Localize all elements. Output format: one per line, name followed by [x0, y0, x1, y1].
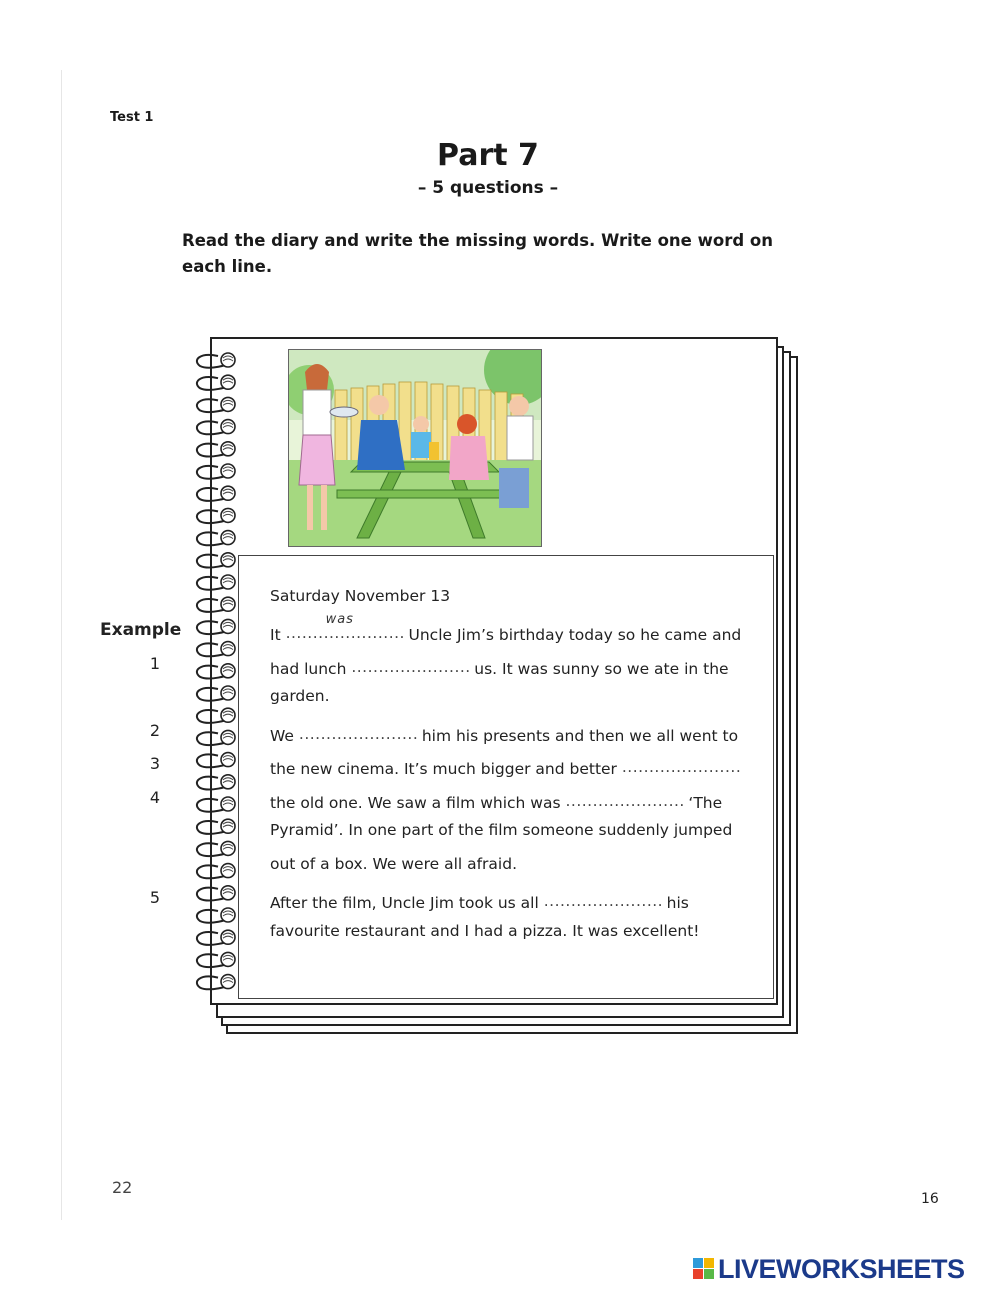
spiral-ring-icon: [197, 531, 235, 546]
answer-gap-q1[interactable]: [351, 654, 469, 674]
diary-line: [270, 754, 740, 778]
diary-line: [270, 922, 700, 940]
diary-text: Uncle Jim’s birthday today so he came and: [403, 626, 742, 644]
diary-line: [270, 612, 742, 644]
spiral-ring-icon: [197, 730, 235, 745]
logo-text: LIVEWORKSHEETS: [718, 1253, 965, 1284]
answer-gap-q4[interactable]: [565, 788, 683, 808]
spiral-ring-icon: [197, 619, 235, 634]
answer-gap-q3[interactable]: [622, 754, 740, 774]
example-answer: was: [325, 612, 354, 627]
answer-input-q3[interactable]: [622, 750, 740, 770]
example-label: Example: [100, 620, 182, 640]
answer-input-q2[interactable]: [299, 717, 417, 737]
page-number: 22: [112, 1178, 133, 1197]
example-gap: [285, 612, 405, 642]
spiral-ring-icon: [197, 642, 235, 657]
diary-text: Pyramid’. In one part of the film someone suddenly jumped: [270, 821, 733, 839]
question-number: 1: [149, 653, 161, 673]
spiral-ring-icon: [197, 952, 235, 967]
diary-line: [270, 821, 732, 839]
spiral-ring-icon: [197, 353, 235, 368]
diary-text: out of a box. We were all afraid.: [270, 854, 518, 873]
question-number: 5: [149, 888, 161, 907]
gap-dots: ......................: [621, 758, 742, 776]
diary-line: [270, 855, 517, 873]
spiral-ring-icon: [197, 486, 235, 501]
diary-text: We: [270, 726, 299, 745]
diary-line: [270, 888, 689, 912]
logo-squares-icon: [693, 1258, 715, 1280]
diary-text: It: [270, 626, 286, 644]
diary-text: the old one. We saw a film which was: [270, 793, 566, 812]
spiral-ring-icon: [197, 841, 235, 856]
diary-text: us. It was sunny so we ate in the: [469, 659, 729, 678]
diary-text: favourite restaurant and I had a pizza. It was excellent!: [270, 921, 700, 940]
answer-gap-q5[interactable]: [544, 888, 662, 908]
answer-gap-q2[interactable]: [299, 721, 417, 741]
spiral-ring-icon: [197, 797, 235, 812]
spiral-ring-icon: [197, 397, 235, 412]
spiral-ring-icon: [197, 819, 235, 834]
part-title: Part 7: [437, 138, 539, 173]
part-subtitle: – 5 questions –: [417, 178, 559, 198]
test-label: Test 1: [110, 110, 154, 125]
gap-dots: ......................: [543, 892, 664, 910]
page-edge: [61, 70, 62, 1220]
gap-dots: ......................: [351, 657, 471, 676]
diary-text: his: [661, 894, 689, 912]
spiral-ring-icon: [197, 908, 235, 923]
spiral-ring-icon: [197, 508, 235, 523]
spiral-ring-icon: [197, 420, 235, 435]
spiral-ring-icon: [197, 597, 235, 612]
spiral-ring-icon: [197, 442, 235, 457]
gap-dots: ......................: [285, 624, 405, 642]
answer-input-q4[interactable]: [565, 784, 683, 804]
garden-picnic-picture: [288, 349, 542, 547]
diary-text: garden.: [270, 687, 330, 705]
picnic-illustration: [289, 350, 541, 546]
diary-text: had lunch: [270, 659, 352, 678]
spiral-ring-icon: [197, 464, 235, 479]
spiral-ring-icon: [197, 553, 235, 568]
spiral-ring-icon: [197, 664, 235, 679]
diary-line: [270, 654, 729, 678]
question-number: 2: [149, 720, 161, 740]
spiral-ring-icon: [197, 864, 235, 879]
liveworksheets-logo[interactable]: [693, 1254, 965, 1284]
part-subtitle-wrap: [0, 178, 1000, 198]
diary-line: [270, 687, 330, 705]
spiral-ring-icon: [197, 575, 235, 590]
diary-text: After the film, Uncle Jim took us all: [270, 894, 544, 912]
spiral-ring-icon: [197, 753, 235, 768]
spiral-ring-icon: [197, 775, 235, 790]
diary-text: the new cinema. It’s much bigger and better: [270, 760, 622, 778]
answer-input-q5[interactable]: [544, 884, 662, 904]
diary-text: him his presents and then we all went to: [416, 726, 739, 745]
worksheet-page-number: 16: [921, 1191, 939, 1207]
spiral-ring-icon: [197, 975, 235, 990]
spiral-rings-icon: [190, 348, 242, 998]
gap-dots: ......................: [298, 724, 419, 743]
spiral-ring-icon: [197, 686, 235, 701]
instructions: Read the diary and write the missing words. Write one word on each line.: [182, 231, 773, 276]
diary-date: Saturday November 13: [270, 587, 451, 605]
spiral-ring-icon: [197, 886, 235, 901]
part-title-wrap: [0, 138, 1000, 173]
question-number: 3: [149, 754, 161, 773]
question-number: 4: [149, 787, 161, 807]
diary-line: [270, 788, 722, 812]
spiral-ring-icon: [197, 708, 235, 723]
spiral-ring-icon: [197, 930, 235, 945]
diary-text: ‘The: [683, 793, 723, 812]
diary-line: [270, 721, 738, 745]
gap-dots: ......................: [565, 791, 685, 810]
spiral-binding: [190, 348, 242, 998]
spiral-ring-icon: [197, 375, 235, 390]
answer-input-q1[interactable]: [351, 650, 469, 670]
